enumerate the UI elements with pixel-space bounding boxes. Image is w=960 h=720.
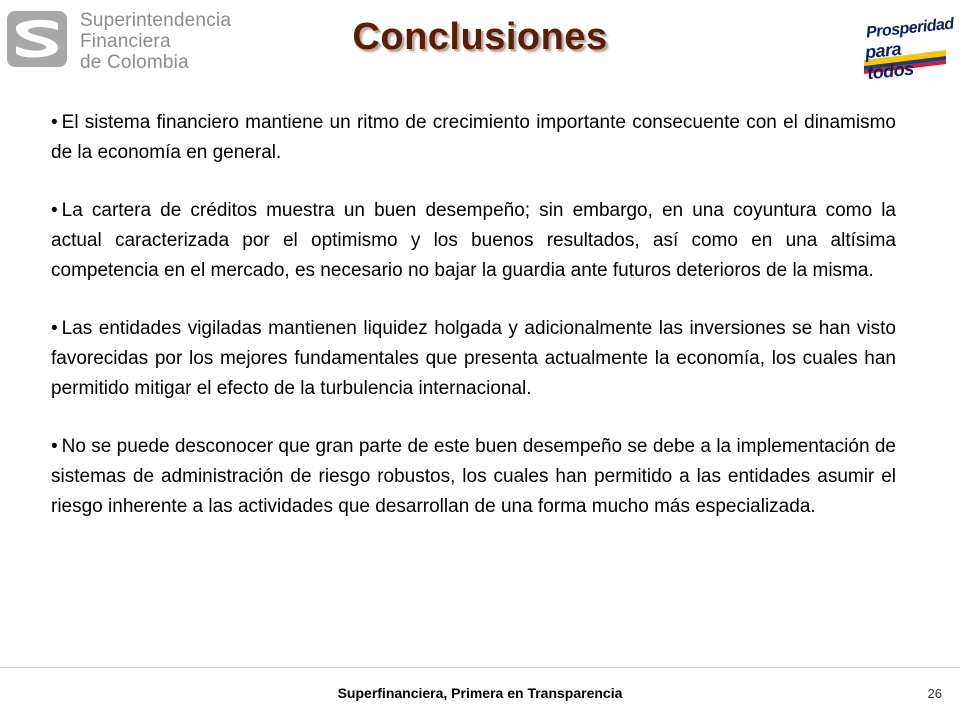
bullet-icon: • [51,436,58,457]
footer-divider [0,667,960,668]
logo-line-1: Superintendencia [80,10,232,31]
conclusions-body [51,108,896,550]
bullet-icon: • [51,318,58,339]
page-number: 26 [927,686,942,701]
conclusion-paragraph-1 [51,108,896,168]
conclusion-paragraph-2 [51,196,896,286]
conclusion-paragraph-3 [51,314,896,404]
logo-line-3: de Colombia [80,52,189,73]
paragraph-text: La cartera de créditos muestra un buen desempeño; sin embargo, en una coyuntura como la actual caracterizada por el optimismo y los buenos resultados, así como en una altísima competencia en el mercado, es necesario no bajar la guardia ante futuros deterioros de la misma. [51,200,896,281]
conclusion-paragraph-4 [51,432,896,522]
paragraph-text: El sistema financiero mantiene un ritmo de crecimiento importante consecuente con el dinamismo de la economía en general. [51,112,896,163]
logo-line-2: Financiera [80,31,171,52]
prosperidad-word: Prosperidad [865,15,955,42]
paragraph-text: Las entidades vigiladas mantienen liquidez holgada y adicionalmente las inversiones se han visto favorecidas por los mejores fundamentales que presenta actualmente la economía, los cuales han permitido mitigar el efecto de la turbulencia internacional. [51,318,896,399]
paragraph-text: No se puede desconocer que gran parte de este buen desempeño se debe a la implementación de sistemas de administración de riesgo robustos, los cuales han permitido a las entidades asumir el riesgo inherente a las actividades que desarrollan de una forma mucho más especializada. [51,436,896,517]
bullet-icon: • [51,200,58,221]
footer-slogan: Superfinanciera, Primera en Transparencia [337,685,623,701]
slide-title: Conclusiones [352,16,608,58]
para-todos-word: para todos [864,38,915,84]
bullet-icon: • [51,112,58,133]
prosperidad-logo [858,14,955,84]
